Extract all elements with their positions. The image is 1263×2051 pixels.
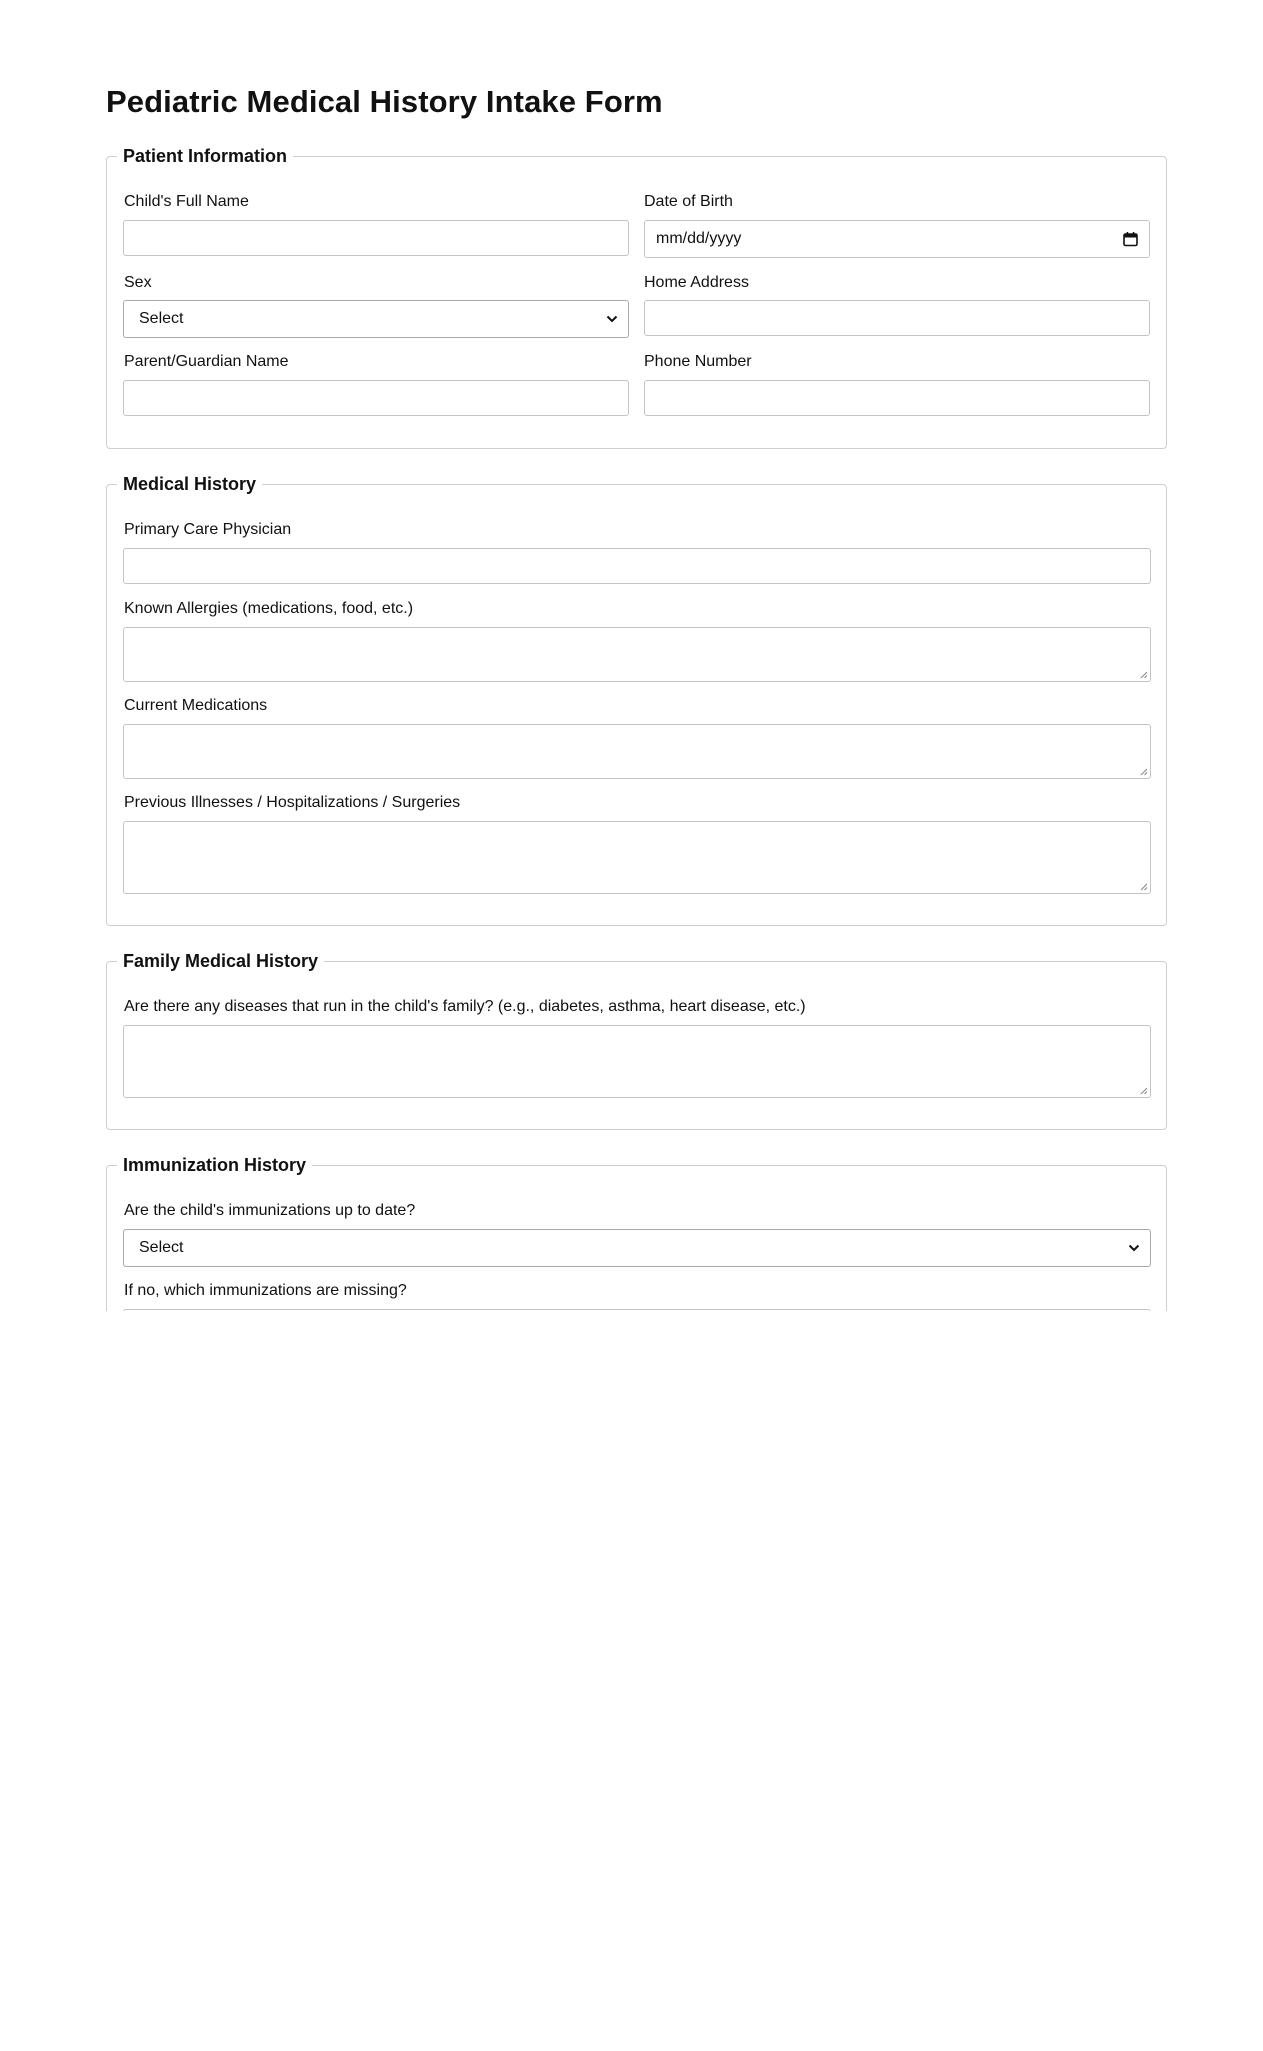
phone-number-input[interactable] (644, 380, 1150, 416)
immunization-history-panel (106, 1155, 1167, 1311)
sex-selected-value: Select (139, 310, 184, 327)
chevron-down-icon (1128, 1244, 1140, 1252)
parent-guardian-name-input[interactable] (123, 380, 629, 416)
date-of-birth-input[interactable] (644, 220, 1150, 258)
previous-illnesses-textarea[interactable] (123, 821, 1151, 894)
current-medications-textarea[interactable] (123, 724, 1151, 779)
child-full-name-input[interactable] (123, 220, 629, 256)
sex-label: Sex (124, 274, 152, 291)
missing-immunizations-label: If no, which immunizations are missing? (124, 1282, 407, 1299)
chevron-down-icon (606, 315, 618, 323)
immunizations-up-to-date-select[interactable] (123, 1229, 1151, 1267)
known-allergies-label: Known Allergies (medications, food, etc.) (124, 600, 414, 617)
family-diseases-question-label: Are there any diseases that run in the child's family? (e.g., diabetes, asthma, heart disease, etc.) (124, 998, 806, 1015)
patient-information-panel (106, 146, 1167, 449)
phone-number-label: Phone Number (644, 353, 752, 370)
family-medical-history-panel (106, 951, 1167, 1130)
known-allergies-textarea[interactable] (123, 627, 1151, 682)
sex-select[interactable] (123, 300, 629, 338)
immunizations-up-to-date-label: Are the child's immunizations up to date? (124, 1202, 416, 1219)
child-full-name-label: Child's Full Name (124, 193, 249, 210)
immunization-history-legend: Immunization History (117, 1154, 312, 1176)
current-medications-label: Current Medications (124, 697, 268, 714)
medical-history-panel (106, 474, 1167, 926)
resize-handle-icon[interactable] (1139, 1086, 1148, 1095)
parent-guardian-name-label: Parent/Guardian Name (124, 353, 289, 370)
primary-care-physician-input[interactable] (123, 548, 1151, 584)
family-medical-history-legend: Family Medical History (117, 950, 324, 972)
home-address-input[interactable] (644, 300, 1150, 336)
resize-handle-icon[interactable] (1139, 767, 1148, 776)
page-title: Pediatric Medical History Intake Form (106, 84, 663, 119)
calendar-icon[interactable] (1123, 232, 1138, 247)
patient-information-legend: Patient Information (117, 145, 293, 167)
primary-care-physician-label: Primary Care Physician (124, 521, 292, 538)
home-address-label: Home Address (644, 274, 749, 291)
family-diseases-textarea[interactable] (123, 1025, 1151, 1098)
previous-illnesses-label: Previous Illnesses / Hospitalizations / Surgeries (124, 794, 461, 811)
date-of-birth-label: Date of Birth (644, 193, 733, 210)
date-of-birth-placeholder: mm/dd/yyyy (656, 230, 742, 247)
medical-history-legend: Medical History (117, 473, 262, 495)
resize-handle-icon[interactable] (1139, 670, 1148, 679)
immunizations-up-to-date-selected: Select (139, 1239, 184, 1256)
resize-handle-icon[interactable] (1139, 882, 1148, 891)
missing-immunizations-textarea[interactable] (123, 1309, 1151, 1311)
